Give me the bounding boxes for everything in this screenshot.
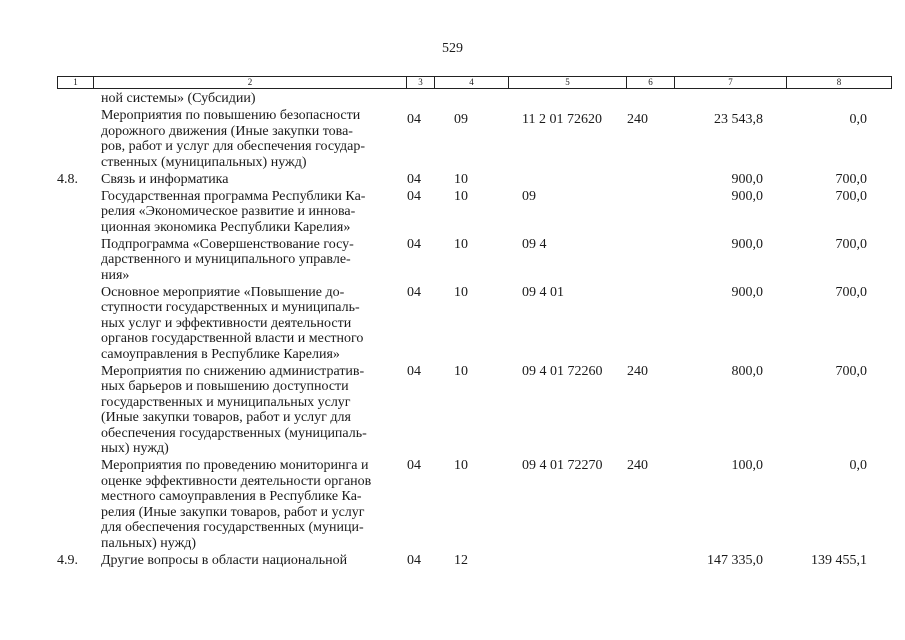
row-name-line: ных) нужд) xyxy=(101,441,169,456)
amount-col-8: 700,0 xyxy=(835,188,867,204)
row-name xyxy=(101,285,397,363)
subsection-code: 09 xyxy=(454,112,468,127)
row-name-line: Мероприятия по проведению мониторинга и xyxy=(101,458,369,473)
amount-col-8: 700,0 xyxy=(835,236,867,252)
row-name-line: ственных (муниципальных) нужд) xyxy=(101,154,307,170)
amount-col-7: 23 543,8 xyxy=(714,112,763,127)
row-name-line: дарственного и муниципального управле- xyxy=(101,252,351,267)
amount-col-8: 0,0 xyxy=(849,112,867,127)
target-article-code: 09 4 xyxy=(522,236,547,252)
section-code: 04 xyxy=(407,284,421,300)
row-name xyxy=(101,553,397,569)
row-name-line: ных услуг и эффективности деятельности xyxy=(101,315,352,331)
row-name-line: ной системы» (Субсидии) xyxy=(101,91,256,106)
row-name xyxy=(101,189,397,236)
header-col-3: 3 xyxy=(407,77,435,88)
row-name-line: Основное мероприятие «Повышение до- xyxy=(101,284,345,300)
row-name-line: Другие вопросы в области национальной xyxy=(101,552,348,568)
row-name-line: ных барьеров и повышению доступности xyxy=(101,379,349,394)
amount-col-7: 147 335,0 xyxy=(707,552,763,568)
section-code: 04 xyxy=(407,112,421,127)
target-article-code: 09 4 01 72270 xyxy=(522,458,603,473)
row-name-line: релия (Иные закупки товаров, работ и услуг xyxy=(101,504,365,520)
section-code: 04 xyxy=(407,236,421,252)
subsection-code: 10 xyxy=(454,188,468,204)
header-col-7: 7 xyxy=(675,77,787,88)
expense-type-code: 240 xyxy=(627,112,648,127)
row-name-line: Подпрограмма «Совершенствование госу- xyxy=(101,236,354,252)
subsection-code: 10 xyxy=(454,171,468,187)
row-name-line: ния» xyxy=(101,267,130,283)
row-name-line: для обеспечения государственных (муници- xyxy=(101,520,364,535)
row-name-line: органов государственной власти и местного xyxy=(101,331,364,346)
section-code: 04 xyxy=(407,188,421,204)
row-name xyxy=(101,237,397,284)
expense-type-code: 240 xyxy=(627,363,648,379)
amount-col-8: 139 455,1 xyxy=(811,552,867,568)
row-name-line: ционная экономика Республики Карелия» xyxy=(101,219,351,235)
row-name-line: ров, работ и услуг для обеспечения государ- xyxy=(101,139,366,154)
section-code: 04 xyxy=(407,458,421,473)
target-article-code: 09 xyxy=(522,188,536,204)
amount-col-7: 900,0 xyxy=(731,171,763,187)
row-number: 4.9. xyxy=(57,552,78,568)
row-name xyxy=(101,108,397,170)
header-col-5: 5 xyxy=(509,77,627,88)
row-name-line: Мероприятия по снижению административ- xyxy=(101,363,365,379)
row-name xyxy=(101,172,397,188)
amount-col-7: 800,0 xyxy=(731,363,763,379)
row-name xyxy=(101,91,397,107)
header-col-8: 8 xyxy=(836,77,842,87)
row-name xyxy=(101,458,397,551)
target-article-code: 11 2 01 72620 xyxy=(522,112,602,127)
row-name-line: местного самоуправления в Республике Ка- xyxy=(101,489,362,504)
row-name-line: государственных и муниципальных услуг xyxy=(101,394,351,410)
row-name-line: самоуправления в Республике Карелия» xyxy=(101,346,340,362)
subsection-code: 10 xyxy=(454,458,468,473)
row-name xyxy=(101,364,397,457)
expense-type-code: 240 xyxy=(627,458,648,473)
amount-col-8: 700,0 xyxy=(835,284,867,300)
amount-col-7: 900,0 xyxy=(731,284,763,300)
amount-col-7: 100,0 xyxy=(731,458,763,473)
subsection-code: 10 xyxy=(454,284,468,300)
amount-col-8: 0,0 xyxy=(849,458,867,473)
row-name-line: ступности государственных и муниципаль- xyxy=(101,300,360,315)
subsection-code: 10 xyxy=(454,363,468,379)
row-name-line: дорожного движения (Иные закупки това- xyxy=(101,123,353,139)
row-number: 4.8. xyxy=(57,171,78,187)
row-name-line: Государственная программа Республики Ка- xyxy=(101,188,366,204)
section-code: 04 xyxy=(407,171,421,187)
section-code: 04 xyxy=(407,363,421,379)
subsection-code: 12 xyxy=(454,552,468,568)
row-name-line: Связь и информатика xyxy=(101,171,229,187)
row-name-line: релия «Экономическое развитие и иннова- xyxy=(101,204,356,219)
header-col-1: 1 xyxy=(58,77,94,88)
subsection-code: 10 xyxy=(454,236,468,252)
row-name-line: (Иные закупки товаров, работ и услуг для xyxy=(101,410,351,425)
amount-col-8: 700,0 xyxy=(835,171,867,187)
amount-col-7: 900,0 xyxy=(731,188,763,204)
header-col-4: 4 xyxy=(435,77,509,88)
amount-col-7: 900,0 xyxy=(731,236,763,252)
row-name-line: обеспечения государственных (муниципаль- xyxy=(101,425,367,441)
target-article-code: 09 4 01 72260 xyxy=(522,363,603,379)
amount-col-8: 700,0 xyxy=(835,363,867,379)
header-col-6: 6 xyxy=(627,77,675,88)
page-number: 529 xyxy=(442,41,463,56)
section-code: 04 xyxy=(407,552,421,568)
target-article-code: 09 4 01 xyxy=(522,284,564,300)
row-name-line: Мероприятия по повышению безопасности xyxy=(101,108,361,123)
row-name-line: пальных) нужд) xyxy=(101,535,197,551)
header-col-2: 2 xyxy=(94,77,407,88)
row-name-line: оценке эффективности деятельности органов xyxy=(101,473,372,489)
